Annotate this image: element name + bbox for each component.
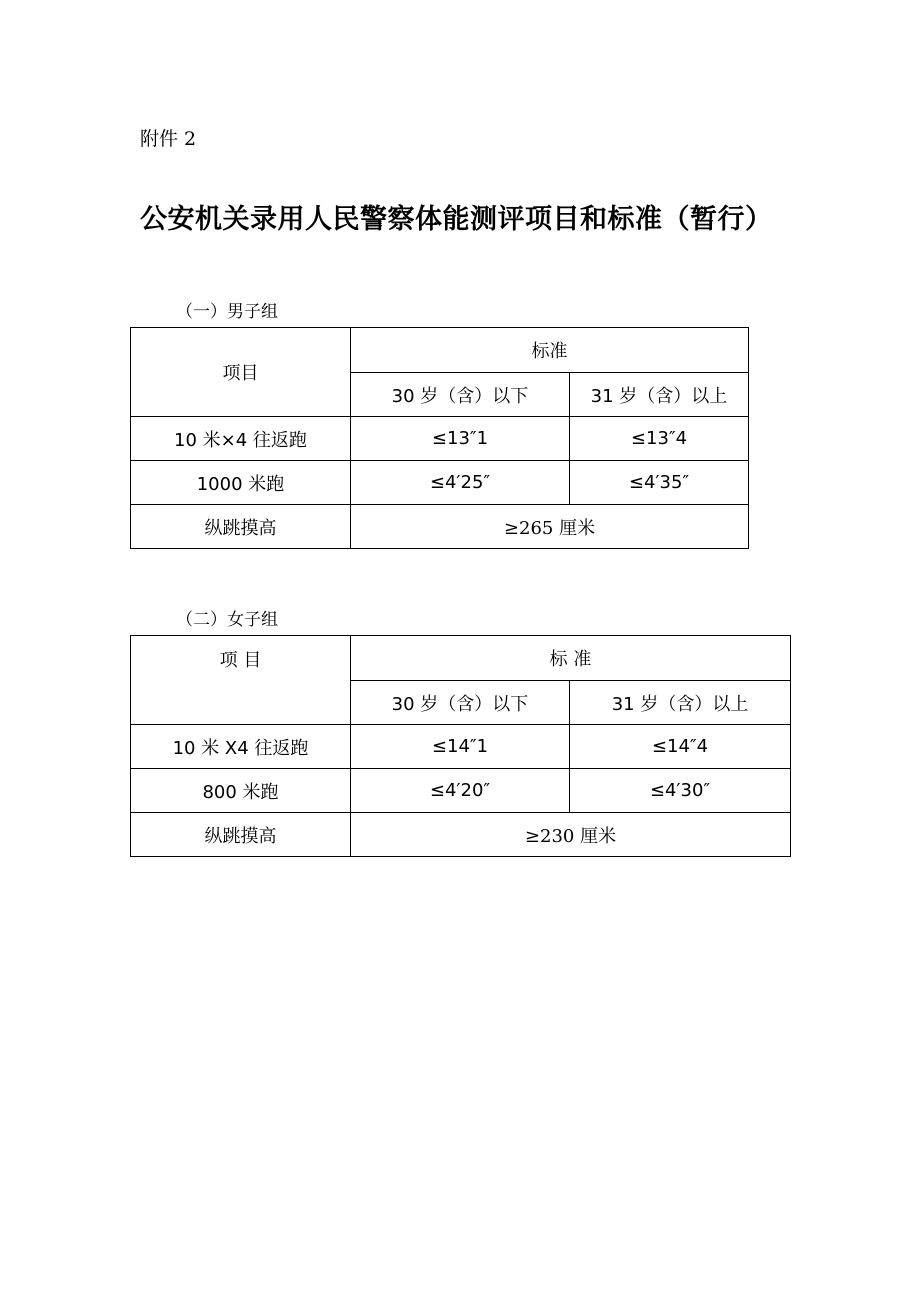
table-header-row xyxy=(131,328,749,373)
male-standards-table xyxy=(130,327,749,549)
table-row xyxy=(131,725,791,769)
male-group-label: （一）男子组 xyxy=(176,302,278,322)
header-age-under-cell: 30 岁（含）以下 xyxy=(351,373,570,417)
value-under-cell: ≤13″1 xyxy=(351,417,570,461)
table-row xyxy=(131,813,791,857)
value-under-cell: ≤4′20″ xyxy=(351,769,570,813)
item-cell: 纵跳摸高 xyxy=(131,505,351,549)
table-row xyxy=(131,769,791,813)
female-standards-table xyxy=(130,635,791,857)
table-row xyxy=(131,505,749,549)
value-over-cell: ≤14″4 xyxy=(570,725,791,769)
header-standard-cell: 标 准 xyxy=(351,636,791,681)
header-standard-cell: 标准 xyxy=(351,328,749,373)
item-cell: 纵跳摸高 xyxy=(131,813,351,857)
value-under-cell: ≤4′25″ xyxy=(351,461,570,505)
header-item-cell: 项 目 xyxy=(131,636,351,725)
item-cell: 10 米×4 往返跑 xyxy=(131,417,351,461)
header-item-cell: 项目 xyxy=(131,328,351,417)
value-under-cell: ≤14″1 xyxy=(351,725,570,769)
item-cell: 10 米 X4 往返跑 xyxy=(131,725,351,769)
header-age-over-cell: 31 岁（含）以上 xyxy=(570,681,791,725)
table-row xyxy=(131,417,749,461)
value-over-cell: ≤4′30″ xyxy=(570,769,791,813)
header-age-under-cell: 30 岁（含）以下 xyxy=(351,681,570,725)
value-over-cell: ≤13″4 xyxy=(570,417,749,461)
item-cell: 800 米跑 xyxy=(131,769,351,813)
document-title: 公安机关录用人民警察体能测评项目和标准（暂行） xyxy=(140,204,773,235)
female-group-label: （二）女子组 xyxy=(176,610,278,630)
header-age-over-cell: 31 岁（含）以上 xyxy=(570,373,749,417)
table-header-row xyxy=(131,636,791,681)
attachment-label: 附件 2 xyxy=(140,128,197,150)
table-row xyxy=(131,461,749,505)
value-merged-cell: ≥230 厘米 xyxy=(351,813,791,857)
value-over-cell: ≤4′35″ xyxy=(570,461,749,505)
value-merged-cell: ≥265 厘米 xyxy=(351,505,749,549)
item-cell: 1000 米跑 xyxy=(131,461,351,505)
